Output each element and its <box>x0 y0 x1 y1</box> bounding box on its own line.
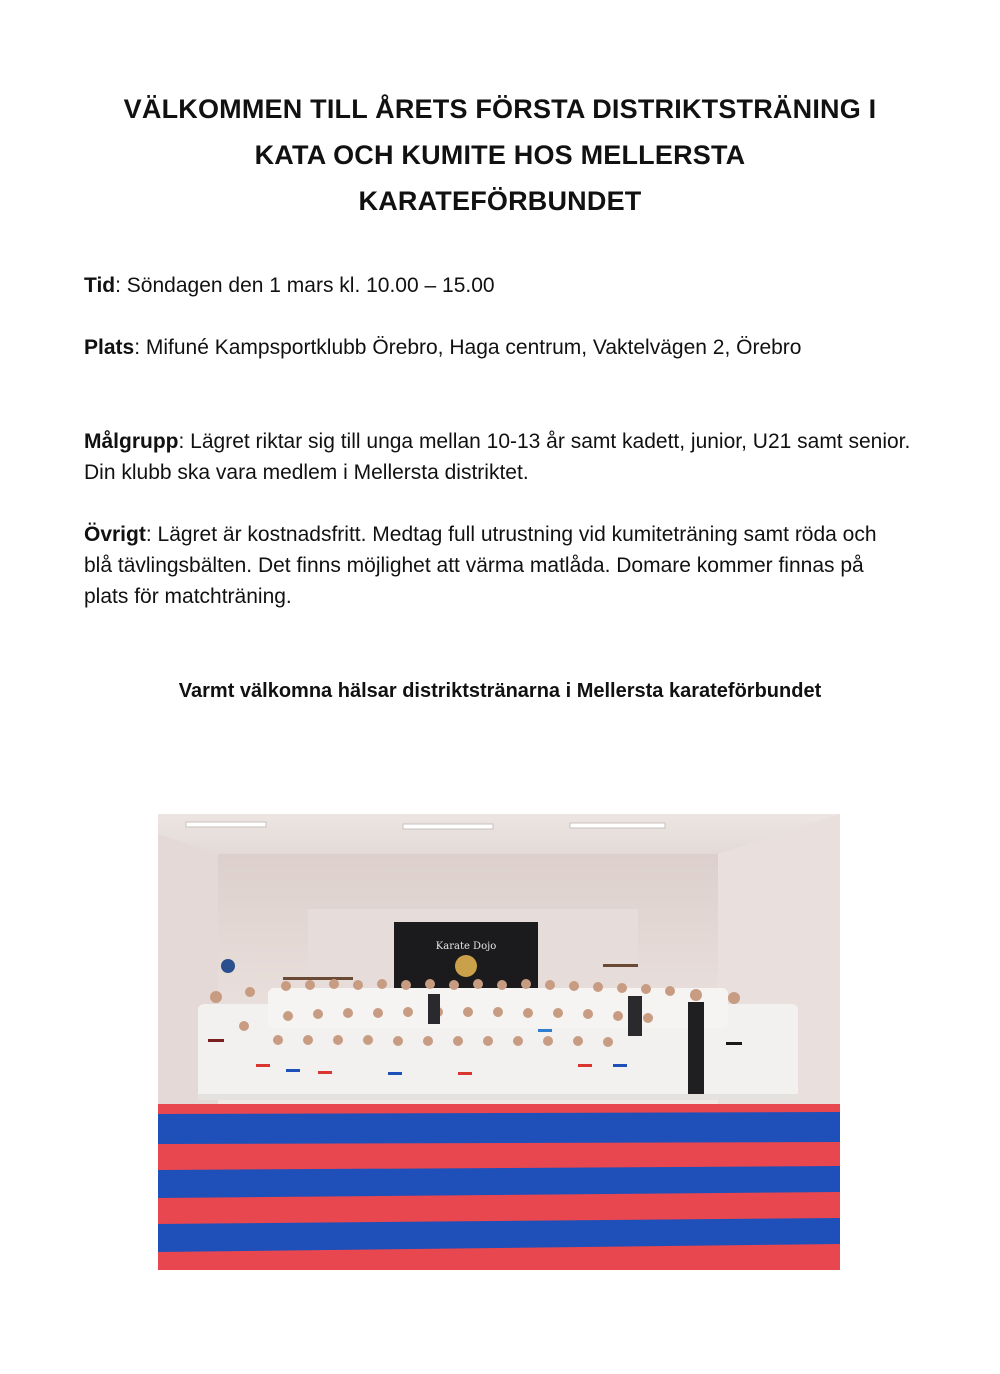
title-line: KARATEFÖRBUNDET <box>358 186 642 216</box>
karate-group <box>198 979 798 1100</box>
info-time <box>84 270 924 301</box>
clock-icon <box>221 959 235 973</box>
other-label: Övrigt <box>84 523 146 546</box>
info-target-group <box>84 426 924 488</box>
page-title <box>70 86 930 224</box>
banner-text-top: Karate Dojo <box>435 941 497 952</box>
place-value: : Mifuné Kampsportklubb Örebro, Haga centrum, Vaktelvägen 2, Örebro <box>134 336 802 359</box>
target-group-value: : Lägret riktar sig till unga mellan 10-13 år samt kadett, junior, U21 samt senior. Din klubb ska vara medlem i Mellersta distriktet. <box>84 430 911 484</box>
other-value: : Lägret är kostnadsfritt. Medtag full utrustning vid kumiteträning samt röda och blå tävlingsbälten. Det finns möjlighet att värma matlåda. Domare kommer finnas på plats för matchträning. <box>84 523 877 608</box>
title-line: KATA OCH KUMITE HOS MELLERSTA <box>254 140 746 170</box>
place-label: Plats <box>84 336 135 359</box>
info-other <box>84 519 884 612</box>
title-line: VÄLKOMMEN TILL ÅRETS FÖRSTA DISTRIKTSTRÄNING I <box>123 94 877 124</box>
target-group-label: Målgrupp <box>84 430 179 453</box>
fist-emblem-icon <box>455 955 477 977</box>
time-value: : Söndagen den 1 mars kl. 10.00 – 15.00 <box>115 274 495 297</box>
info-place <box>84 332 884 363</box>
time-label: Tid <box>84 274 116 297</box>
closing-greeting: Varmt välkomna hälsar distriktstränarna i Mellersta karateförbundet <box>178 680 822 702</box>
group-photo <box>158 814 840 1270</box>
